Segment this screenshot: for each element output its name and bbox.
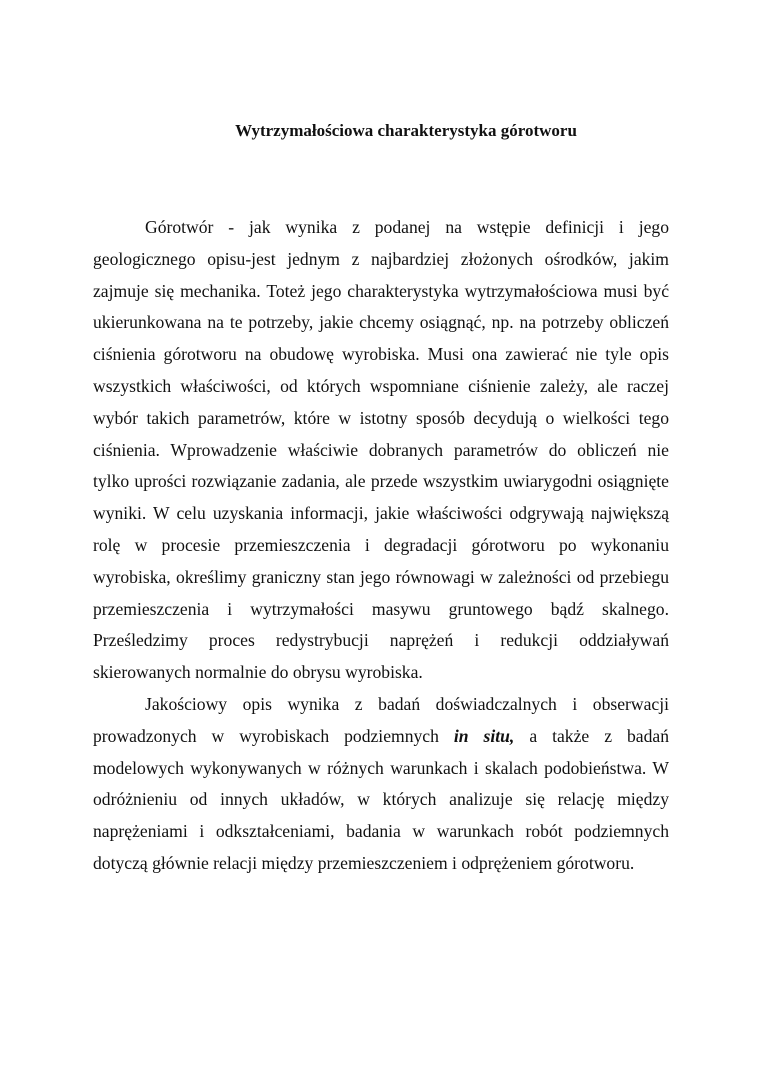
paragraph-line: modelowych wykonywanych w różnych warunkach i skalach podobieństwa. W	[93, 757, 669, 778]
paragraph-line: dotyczą głównie relacji między przemieszczeniem i odprężeniem górotworu.	[93, 852, 635, 873]
paragraph-line: ciśnienia górotworu na obudowę wyrobiska. Musi ona zawierać nie tyle opis	[93, 344, 669, 365]
paragraph-line: rolę w procesie przemieszczenia i degradacji górotworu po wykonaniu	[93, 534, 669, 555]
paragraph-line: Górotwór - jak wynika z podanej na wstępie definicji i jego	[145, 217, 669, 237]
paragraph-2	[93, 689, 669, 880]
paragraph-line: skierowanych normalnie do obrysu wyrobiska.	[93, 662, 423, 683]
paragraph-line-with-emphasis	[93, 721, 669, 753]
paragraph-line: przemieszczenia i wytrzymałości masywu gruntowego bądź skalnego.	[93, 598, 669, 619]
paragraph-line: wyrobiska, określimy graniczny stan jego równowagi w zależności od przebiegu	[93, 566, 669, 587]
paragraph-line: ukierunkowana na te potrzeby, jakie chcemy osiągnąć, np. na potrzeby obliczeń	[93, 312, 669, 333]
paragraph-line: naprężeniami i odkształceniami, badania w warunkach robót podziemnych	[93, 821, 669, 842]
paragraph-line: wyniki. W celu uzyskania informacji, jakie właściwości odgrywają największą	[93, 503, 669, 524]
paragraph-line: tylko uprości rozwiązanie zadania, ale przede wszystkim uwiarygodni osiągnięte	[93, 471, 669, 492]
paragraph-line: ciśnienia. Wprowadzenie właściwie dobranych parametrów do obliczeń nie	[93, 439, 669, 460]
paragraph-line: Jakościowy opis wynika z badań doświadczalnych i obserwacji	[145, 693, 669, 714]
document-title: Wytrzymałościowa charakterystyka górotworu	[235, 121, 577, 140]
paragraph-1	[93, 212, 669, 689]
line-text-after-emphasis: a także z badań	[514, 725, 669, 746]
paragraph-line: wszystkich właściwości, od których wspomniane ciśnienie zależy, ale raczej	[93, 375, 669, 396]
line-text-before-emphasis: prowadzonych w wyrobiskach podziemnych	[93, 725, 454, 746]
paragraph-line: odróżnieniu od innych układów, w których analizuje się relację między	[93, 789, 669, 810]
paragraph-line: geologicznego opisu-jest jednym z najbardziej złożonych ośrodków, jakim	[93, 248, 669, 269]
document-body	[93, 212, 669, 880]
paragraph-line: wybór takich parametrów, które w istotny sposób decydują o wielkości tego	[93, 407, 669, 428]
paragraph-line: Prześledzimy proces redystrybucji naprężeń i redukcji oddziaływań	[93, 630, 669, 651]
paragraph-line: zajmuje się mechanika. Toteż jego charakterystyka wytrzymałościowa musi być	[93, 280, 669, 301]
emphasis-in-situ: in situ,	[453, 725, 515, 746]
